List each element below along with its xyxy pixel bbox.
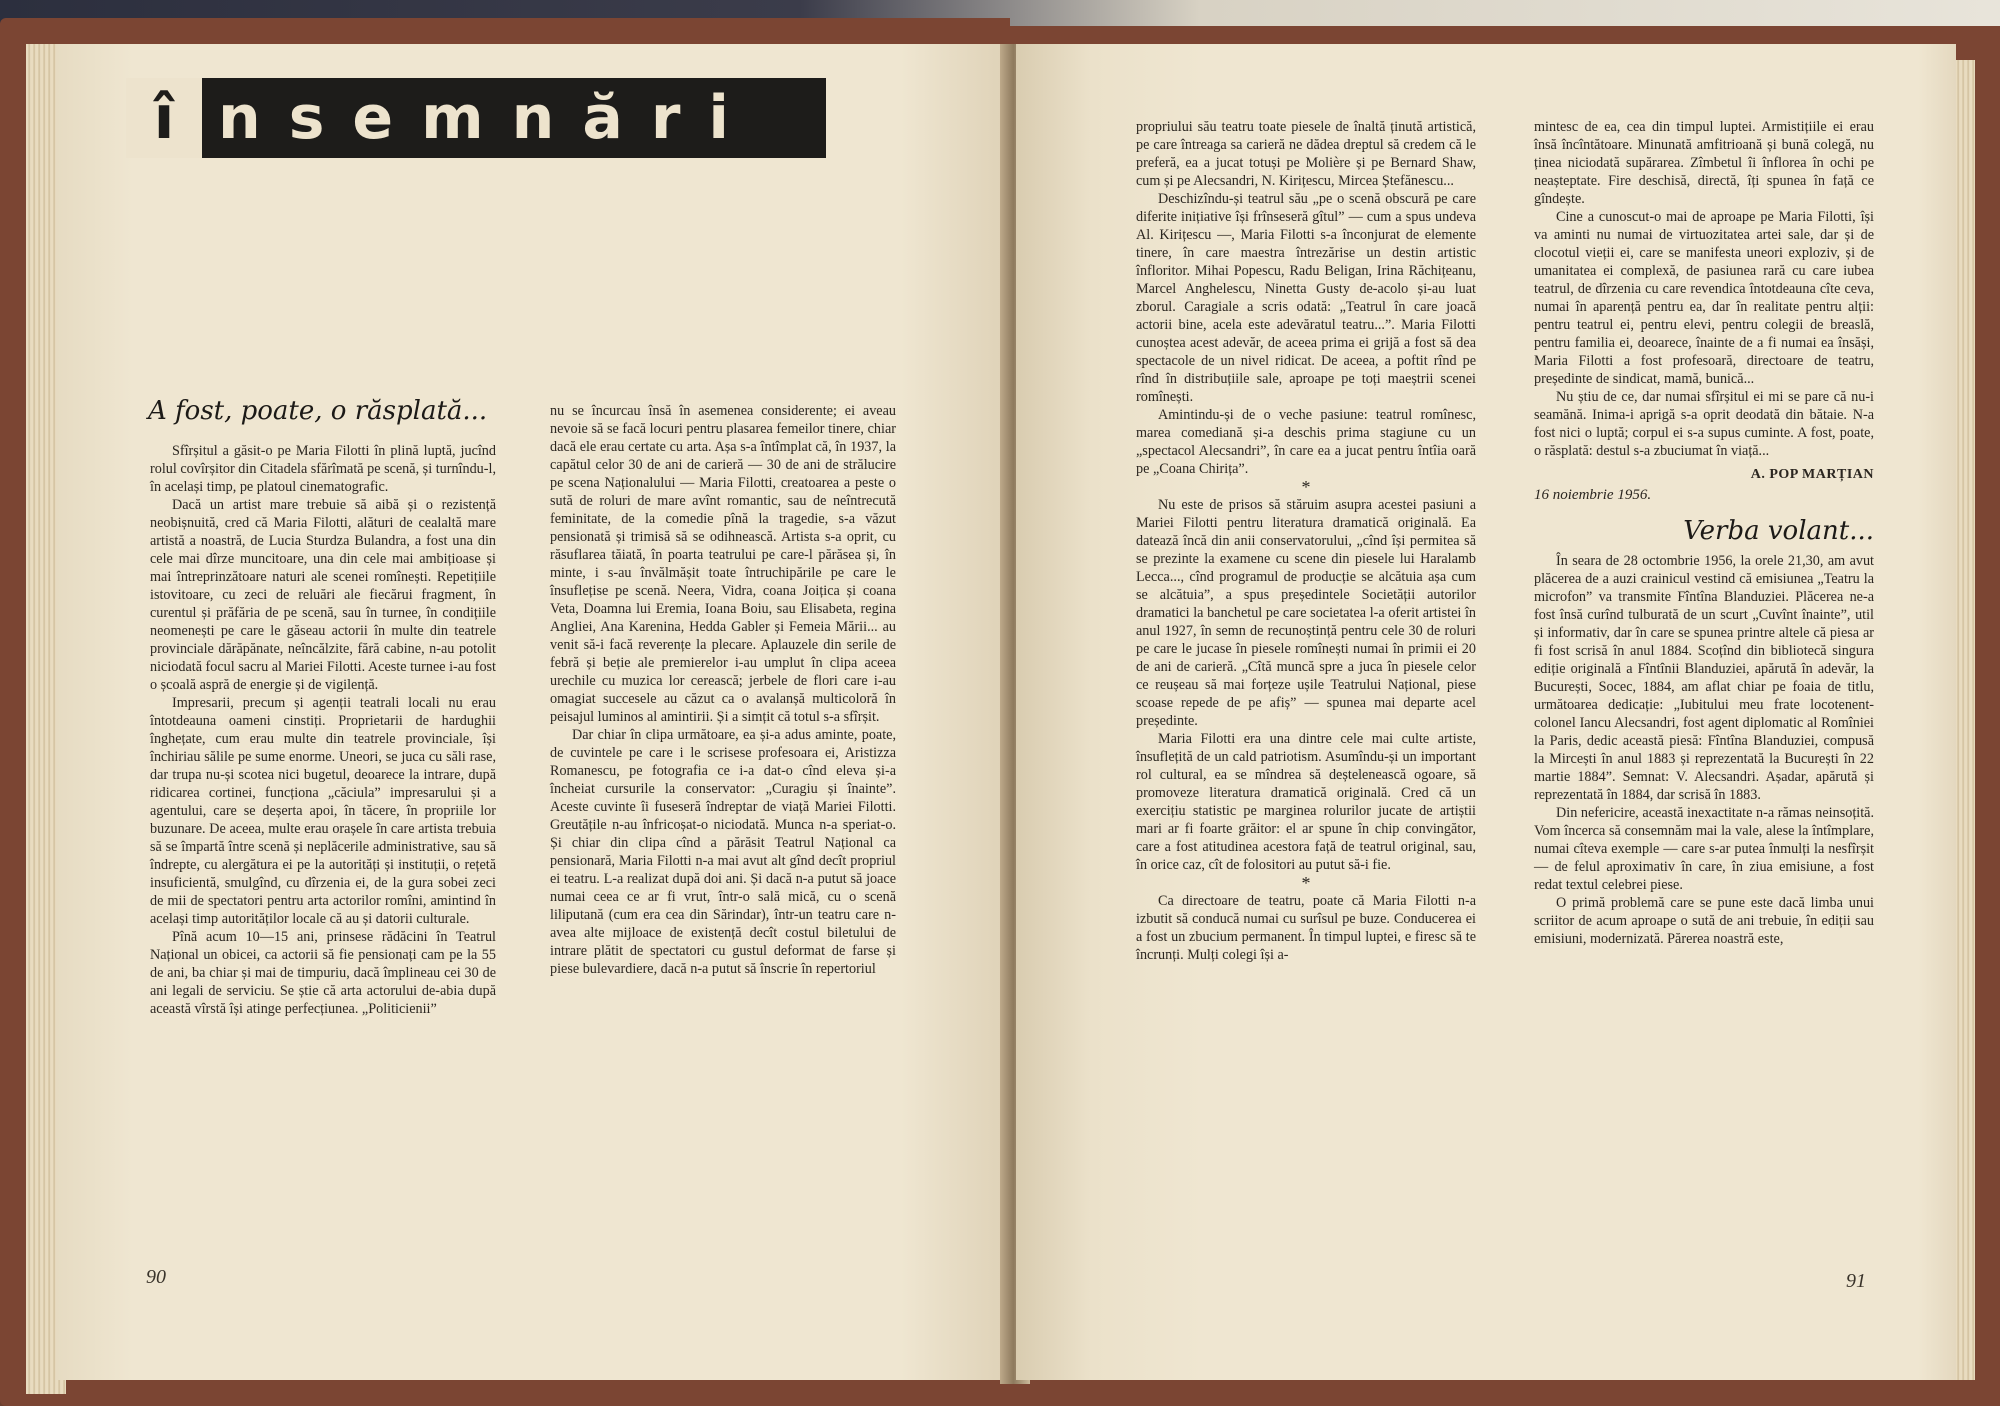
paragraph: Deschizîndu-și teatrul său „pe o scenă obscură pe care diferite inițiative își frînseseră gîtul” — cum a spus undeva Al. Kirițescu —, Maria Filotti s-a înconjurat de elemente tinere, în care maestra întrezărise un destin artistic înfloritor. Mihai Popescu, Radu Beligan, Irina Răchițeanu, Marcel Anghelescu, Ninetta Gusty de-acolo și-au luat zborul. Caragiale a scris odată: „Teatrul în care joacă actorii bine, acela este adevăratul teatru...”. Maria Filotti cunoștea acest adevăr, de aceea prima ei grijă a fost să dea spectacole de un nivel ridicat. De aceea, a poftit rînd pe rînd în distribuțiile sale, aproape pe toți maeștrii scenei romînești. [1136, 191, 1476, 405]
right-column-1 [1136, 118, 1476, 964]
paragraph: O primă problemă care se pune este dacă limba unui scriitor de acum aproape o sută de ani trebuie, în ediții sau emisiuni, modernizată. Părerea noastră este, [1534, 895, 1874, 947]
paragraph: Amintindu-și de o veche pasiune: teatrul romînesc, marea comediană și-a deschis prima stagiune cu un „spectacol Alecsandri”, în care ea a jucat pentru întîia oară pe „Coana Chirița”. [1136, 407, 1476, 477]
paragraph: nu se încurcau însă în asemenea considerente; ei aveau nevoie să se facă locuri pentru plasarea femeilor tinere, chiar dacă ele erau certate cu arta. Așa s-a întîmplat că, în 1937, la capătul celor 30 de ani de carieră — 30 de ani de strălucire pe scena Naționalului — Maria Filotti, creatoarea a peste o sută de roluri de mare avînt romantic, sau de neîntrecută feminitate, de la comedie pînă la tragedie, s-a văzut pensionată și trimisă să se odihnească. Artista s-a oprit, cu răsuflarea tăiată, în poarta teatrului pe care-l părăsea și, în minte, i s-au învălmășit toate întruchipările pe care le însuflețise pe scenă. Neera, Vidra, coana Joițica și coana Veta, Doamna lui Eremia, Ioana Boiu, sau Elisabeta, regina Angliei, Ana Karenina, Hedda Gabler și Femeia Mării... au venit să-i facă reverențe la plecare. Aplauzele din serile de febră și beție ale premierelor i-au umplut în clipa aceea urechile cu muzica lor cerească; jerbele de flori care i-au omagiat succesele au căzut ca o avalanșă multicoloră în peisajul luminos al amintirii. Și a simțit că totul s-a sfîrșit. [550, 403, 896, 725]
masthead-first-letter: î [126, 78, 202, 158]
author-signature: A. POP MARȚIAN [1750, 467, 1874, 482]
section-masthead [126, 78, 826, 158]
paragraph: Nu este de prisos să stăruim asupra acestei pasiuni a Mariei Filotti pentru literatura dramatică originală. Ea datează încă din anii conservatorului, „cînd își permitea să se prezinte la examene cu scene din piesele lui Haralamb Lecca..., cînd programul de producție se alcătuia așa cum se alcătuia”, a spus președintele Societății autorilor dramatici la banchetul pe care societatea l-a oferit artistei în anul 1927, în semn de recunoștință pentru cele 30 de roluri pe care le jucase în piesele romînești numai în primii ei 20 de ani de carieră. „Cîtă muncă spre a juca în piesele celor ce reușeau să mai forțeze ușile Teatrului Național, piese scoase repede de pe afiș” — spunea mai departe acel președinte. [1136, 497, 1476, 729]
paragraph: Din nefericire, această inexactitate n-a rămas neinsoțită. Vom încerca să consemnăm mai la vale, alese la întîmplare, numai cîteva exemple — care s-ar putea înmulți la nesfîrșit — de felul aproximativ în care, în ziua emisiune, a fost redat textul celebrei piese. [1534, 805, 1874, 893]
paragraph: În seara de 28 octombrie 1956, la orele 21,30, am avut plăcerea de a auzi crainicul vestind că emisiunea „Teatru la microfon” va transmite Fîntîna Blanduziei. Plăcerea ne-a fost însă curînd tulburată de un scurt „Cuvînt înainte”, util și informativ, dar în care se spunea printre altele că piesa ar fi fost scrisă în anul 1884. Scoțînd din bibliotecă singura ediție originală a Fîntînii Blanduziei, apărută în adevăr, la București, Socec, 1884, am aflat chiar pe foaia de titlu, următoarea dedicație: „Iubitului meu frate locotenent-colonel Iancu Alecsandri, fost agent diplomatic al Romîniei la Paris, dedic această piesă: Fîntîna Blanduziei, compusă la Mircești în anul 1883 și reprezentată la București în 22 martie 1884”. Semnat: V. Alecsandri. Așadar, apărută și reprezentată în 1884, dar scrisă în 1883. [1534, 553, 1874, 803]
paragraph: Dacă un artist mare trebuie să aibă și o rezistență neobișnuită, cred că Maria Filotti, alături de cealaltă mare artistă a noastră, de Lucia Sturdza Bulandra, a fost una din cele mai dîrze muncitoare, una din cele mai ambițioase și mai întreprinzătoare naturi ale scenei romînești. Repetițiile istovitoare, cu zeci de reluări ale fiecărui fragment, în curentul și prăfăria de pe scenă, sau în turnee, în condițiile neomenești pe care le găseau actorii în multe din teatrele provinciale dărăpănate, neîncălzite, fără cabine, n-au potolit niciodată focul sacru al Mariei Filotti. Aceste turnee i-au fost o școală aspră de energie și de vigilență. [150, 497, 496, 693]
paragraph: Pînă acum 10—15 ani, prinsese rădăcini în Teatrul Național un obicei, ca actorii să fie pensionați cam pe la 55 de ani, ba chiar și mai de timpuriu, dacă împlineau cei 30 de ani legali de serviciu. Se știe că arta actorului de-abia după această vîrstă își atinge perfecțiunea. „Politicienii” [150, 929, 496, 1017]
paragraph: Cine a cunoscut-o mai de aproape pe Maria Filotti, își va aminti nu numai de virtuozitatea artei sale, dar și de clocotul vieții ei, care se manifesta uneori exploziv, și de umanitatea ei complexă, de pasiunea rară cu care iubea teatrul, de dîrzenia cu care revendica întotdeauna cîte ceva, numai în aparență pentru ea, dar în realitate pentru alții: pentru teatrul ei, pentru elevi, pentru colegii de breaslă, pentru familia ei, deoarece, înainte de a fi numai ea însăși, Maria Filotti a fost profesoară, directoare de teatru, președinte de sindicat, mamă, bunică... [1534, 209, 1874, 387]
paragraph: Sfîrșitul a găsit-o pe Maria Filotti în plină luptă, jucînd rolul covîrșitor din Citadela sfărîmată pe scenă, și turnîndu-l, în același timp, pe platoul cinematografic. [150, 443, 496, 495]
paragraph: Impresarii, precum și agenții teatrali locali nu erau întotdeauna oameni cinstiți. Proprietarii de hardughii înghețate, cum erau multe din teatrele provinciale, își închiriau sălile pe sume enorme. Uneori, se juca cu săli rase, dar trupa nu-și scotea nici bugetul, deoarece la intrare, după ridicarea cortinei, funcționa „căciula” impresarului și a agentului, care se deșerta apoi, în tăcere, în propriile lor buzunare. De aceea, multe erau orașele în care artista trebuia să se împartă între scenă și neplăcerile administrative, sau să îndrepte, cu alergătura ei pe la autorități și instituții, o rețetă insuficientă, smulgînd, cu dîrzenia ei, de la gura sobei zeci de mii de spectatori pentru arta actorilor romîni, amintind în același timp autorităților locale că au și datorii culturale. [150, 695, 496, 927]
paragraph: mintesc de ea, cea din timpul luptei. Armistițiile ei erau însă încîntătoare. Minunată amfitrioană și bună colegă, nu ținea niciodată supărarea. Zîmbetul îi înflorea în ochi pe neașteptate. Fire deschisă, directă, îți spunea în față ce gîndește. [1534, 119, 1874, 207]
section-separator: * [1301, 477, 1311, 497]
paragraph: Nu știu de ce, dar numai sfîrșitul ei mi se pare că nu-i seamănă. Inima-i aprigă s-a oprit deodată din bătaie. N-a fost nici o luptă; corpul ei s-a supus cuminte. A fost, poate, o răsplată: destul s-a zbuciumat în viață... [1534, 389, 1874, 459]
left-column-1 [150, 442, 496, 1018]
paragraph: Ca directoare de teatru, poate că Maria Filotti n-a izbutit să conducă numai cu surîsul pe buze. Conducerea ei a fost un zbucium permanent. În timpul luptei, e firesc să te încrunți. Mulți colegi își a- [1136, 893, 1476, 963]
page-number-left: 90 [146, 1266, 166, 1288]
paragraph: propriului său teatru toate piesele de înaltă ținută artistică, pe care întreaga sa carieră ne dădea dreptul să credem că le preferă, ea a jucat totuși pe Molière și pe Bernard Shaw, cum și pe Alecsandri, N. Kirițescu, Mircea Ștefănescu... [1136, 119, 1476, 189]
section-separator: * [1301, 873, 1311, 893]
article-heading: A fost, poate, o răsplată... [148, 396, 488, 426]
article-heading-2: Verba volant... [1683, 516, 1874, 546]
right-column-2 [1534, 118, 1874, 948]
paragraph: Maria Filotti era una dintre cele mai culte artiste, însuflețită de un cald patriotism. Asumîndu-și un important rol cultural, ea se mîndrea să deștelenească ogoare, să promoveze literatura dramatică originală. Cred că un exercițiu statistic pe marginea rolurilor jucate de artiștii mari ar fi foarte grăitor: el ar spune în chip convingător, care a fost atitudinea acestora față de teatrul original, sau, în orice caz, cît de folositori au putut să-i fie. [1136, 731, 1476, 873]
paragraph: Dar chiar în clipa următoare, ea și-a adus aminte, poate, de cuvintele pe care i le scrisese profesoara ei, Aristizza Romanescu, pe fotografia ce i-a dat-o cînd eleva și-a încheiat cursurile la conservator: „Curagiu și înainte”. Aceste cuvinte îi fuseseră îndreptar de viață Mariei Filotti. Greutățile n-au înfricoșat-o niciodată. Munca n-a speriat-o. Și chiar din clipa cînd a părăsit Teatrul Național ca pensionară, Maria Filotti n-a mai avut alt gînd decît propriul ei teatru. L-a realizat după doi ani. Și dacă n-a putut să joace numai ceea ce ar fi vrut, într-o sală mică, cu o scenă liliputană (cum era cea din Sărindar), într-un teatru care n-avea alte mijloace de existență decît costul biletului de intrare plătit de spectatori cu gustul deformat de farse și piese bulevardiere, dacă n-a putut să înscrie în repertoriul [550, 727, 896, 977]
article-date: 16 noiembrie 1956. [1534, 487, 1652, 503]
page-number-right: 91 [1846, 1270, 1866, 1292]
left-column-2 [550, 402, 896, 978]
masthead-title: nsemnări [218, 83, 757, 153]
